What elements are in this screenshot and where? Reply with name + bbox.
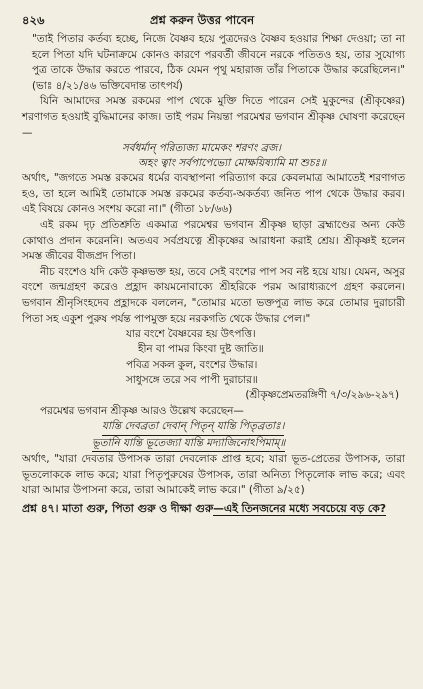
paragraph-gita-9-25-translation: অর্থাৎ, "যারা দেবতার উপাসক তারা দেবলোক প্রাপ্ত হবে; যারা ভূত-প্রেতের উপাসক, তারা ভূতলোককে লাভ করে; যারা পিতৃপুরুষের উপাসক, তারা অনিত্য পিতৃলোক লাভ করে; এবং যারা আমার উপাসনা করে, তারা আমাকেই লাভ করে।" (গীতা ৯/২৫)	[22, 453, 405, 497]
verse-vaishnava-line2: হীন বা পামর কিংবা দুষ্ট জাতি॥	[138, 343, 264, 356]
paragraph-krishna-mentions: পরমেশ্বর ভগবান শ্রীকৃষ্ণ আরও উল্লেখ করেছেন—	[40, 404, 244, 417]
page-header	[22, 12, 405, 32]
verse-gita-9-25-line1-wrap	[22, 419, 405, 436]
paragraph-prahlad: নীচ বংশেও যদি কেউ কৃষ্ণভক্ত হয়, তবে সেই বংশের পাপ সব নষ্ট হয়ে যায়। যেমন, অসুর বংশে জন্মগ্রহণ করেও প্রহ্লাদ কায়মনোবাক্যে শ্রীহরিকে পরম আরাধ্যরূপে গ্রহণ করলেন। ভগবান শ্রীনৃসিংহদেব প্রহ্লাদকে বললেন, "তোমার মতো ভক্তপুত্র লাভ করে তোমার দুরাচারী পিতা সহ একুশ পুরুষ পর্যন্ত পাপমুক্ত হয়ে নরকগতি থেকে উদ্ধার পেল।"	[22, 265, 405, 325]
paragraph-promise: এই রকম দৃঢ় প্রতিশ্রুতি একমাত্র পরমেশ্বর ভগবান শ্রীকৃষ্ণ ছাড়া ব্রহ্মাণ্ডের অন্য কেউ কোথাও প্রদান করেননি। অতএব সর্বপ্রযত্নে শ্রীকৃষ্ণের আরাধনা করাই শ্রেয়। শ্রীকৃষ্ণই হলেন সমস্ত জীবের বীজপ্রদ পিতা।	[22, 218, 405, 263]
verse-gita-9-25-line1: যান্তি দেবব্রতা দেবান্ পিতৃন্ যান্তি পিতৃব্রতাঃ।	[102, 419, 284, 436]
question-text-underlined: —এই তিনজনের মধ্যে সবচেয়ে বড় কে?	[213, 502, 386, 516]
paragraph-surrender: যিনি আমাদের সমস্ত রকমের পাপ থেকে মুক্তি দিতে পারেন সেই মুকুন্দের (শ্রীকৃষ্ণের) শরণাগত হওয়াই বুদ্ধিমানের কাজ। তাই পরম নিয়ন্তা পরমেশ্বর ভগবান শ্রীকৃষ্ণ ঘোষণা করেছেন—	[22, 95, 405, 139]
verse-vaishnava-line4: সাধুসঙ্গে তরে সব পাপী দুরাচার॥	[126, 373, 258, 386]
verse-gita-9-25-line2: ভূতানি যান্তি ভূতেজ্যা যান্তি মদ্যাজিনোঽপিমাম্॥	[92, 436, 285, 453]
question-number: প্রশ্ন ৪৭।	[22, 502, 59, 516]
running-title: প্রশ্ন করুন উত্তর পাবেন	[150, 13, 255, 27]
question-text-plain: মাতা গুরু, পিতা গুরু ও দীক্ষা গুরু	[58, 502, 214, 516]
page-number: ৪২৬	[22, 13, 45, 27]
paragraph-father-duty-quote: "তাই পিতার কর্তব্য হচ্ছে, নিজে বৈষ্ণব হয়ে পুত্রদেরও বৈষ্ণব হওয়ার শিক্ষা দেওয়া; তা না হলে পিতা যদি ঘটনাক্রমে কোনও কারণে পরবর্তী জীবনে নরকে পতিতও হয়, তার সুযোগ্য পুত্র তাকে উদ্ধার করতে পারবে, ঠিক যেমন পৃথু মহারাজ তাঁর পিতাকে উদ্ধার করেছিলেন।" (ভাঃ ৪/২১/৪৬ ভক্তিবেদান্ত তাৎপর্য)	[32, 33, 405, 92]
verse-gita-18-66-line2: অহং ত্বাং সর্বপাপেভ্যো মোক্ষয়িষ্যামি মা শুচঃ॥	[138, 157, 326, 170]
paragraph-gita-translation: অর্থাৎ, "জগতে সমস্ত রকমের ধর্মের ব্যবস্থাপনা পরিত্যাগ করে কেবলমাত্র আমাতেই শরণাগত হও, তা হলে আমিই তোমাকে সমস্ত রকমের কর্তব্য-অকর্তব্য জনিত পাপ থেকে উদ্ধার করব। এই বিষয়ে কোনও সংশয় করো না।" (গীতা ১৮/৬৬)	[22, 172, 405, 216]
verse-vaishnava-line3: পবিত্র সকল কুল, বংশের উদ্ধার।	[126, 358, 258, 371]
question-47	[22, 501, 405, 517]
page-body	[22, 32, 405, 517]
verse-gita-9-25-line2-wrap	[22, 436, 405, 453]
verse-gita-18-66-line1: সর্বধর্মান্ পরিত্যজ্য মামেকং শরণং ব্রজ।	[122, 142, 282, 155]
verse-vaishnava-line1: যার বংশে বৈষ্ণবের হয় উৎপত্তি।	[126, 328, 256, 341]
verse-source-citation: (শ্রীকৃষ্ণপ্রেমতরঙ্গিণী ৭/৩/২৯৬-২৯৭)	[245, 388, 399, 401]
